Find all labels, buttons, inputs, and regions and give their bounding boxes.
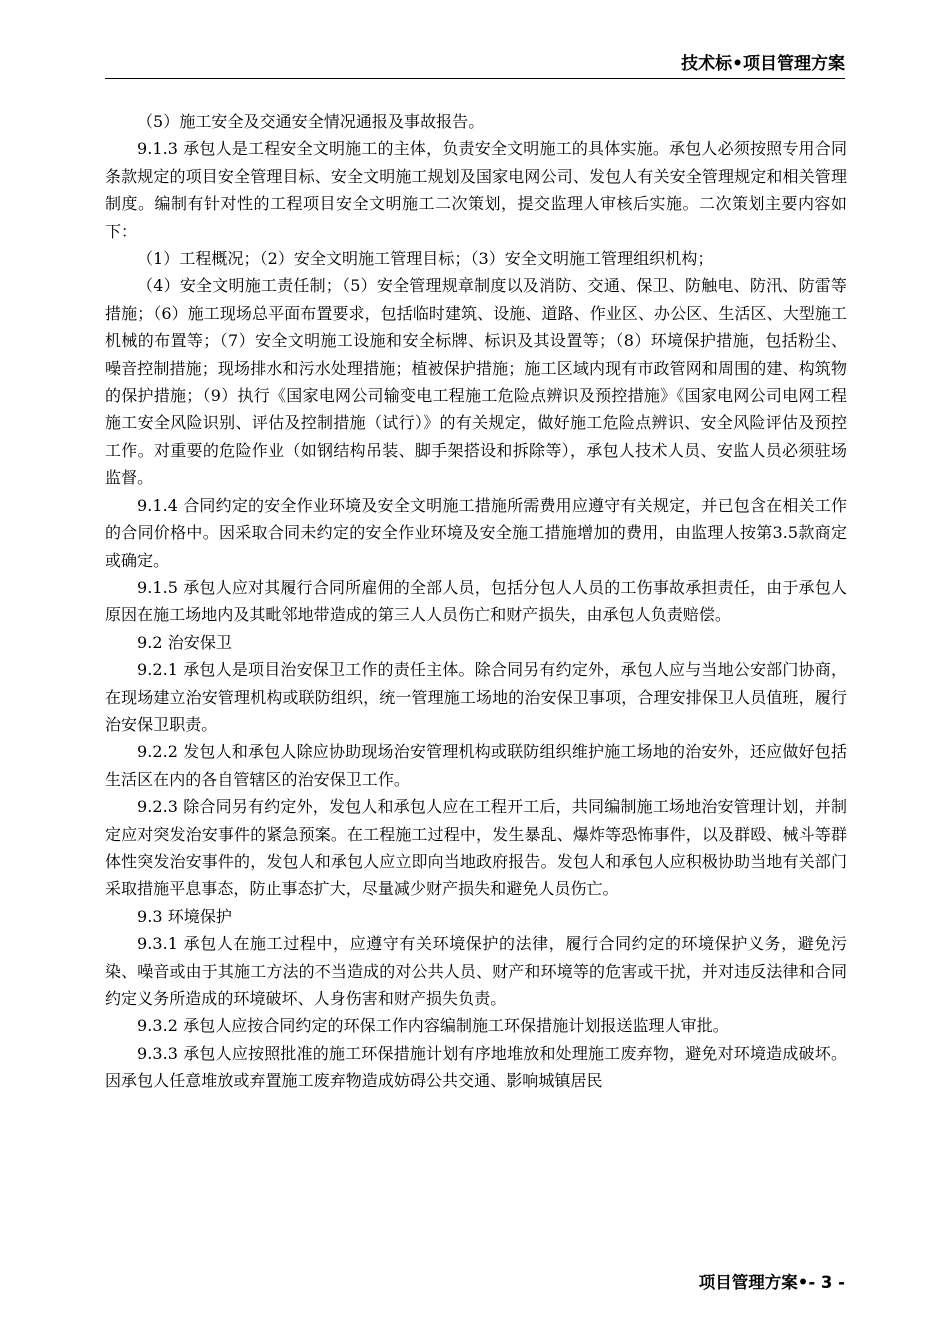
section-heading: 9.2 治安保卫	[137, 632, 232, 652]
paragraph: 9.1.5 承包人应对其履行合同所雇佣的全部人员，包括分包人人员的工伤事故承担责任，由于承包人原因在施工场地内及其毗邻地带造成的第三人人员伤亡和财产损失，由承包人负责赔偿。	[105, 577, 847, 625]
paragraph: 9.3.2 承包人应按合同约定的环保工作内容编制施工环保措施计划报送监理人审批。	[137, 1016, 729, 1036]
paragraph: 9.3.1 承包人在施工过程中，应遵守有关环境保护的法律，履行合同约定的环境保护义务，避免污染、噪音或由于其施工方法的不当造成的对公共人员、财产和环境等的危害或干扰，并对违反法律和合同约定义务所造成的环境破坏、人身伤害和财产损失负责。	[105, 934, 847, 1008]
paragraph: （1）工程概况；（2）安全文明施工管理目标；（3）安全文明施工管理组织机构；	[137, 249, 714, 269]
header-title: 技术标•项目管理方案	[681, 54, 845, 74]
paragraph: （5）施工安全及交通安全情况通报及事故报告。	[137, 112, 485, 131]
paragraph: 9.1.4 合同约定的安全作业环境及安全文明施工措施所需费用应遵守有关规定，并已包含在相关工作的合同价格中。因采取合同未约定的安全作业环境及安全施工措施增加的费用，由监理人按第3.5款商定或确定。	[105, 495, 847, 570]
paragraph: 9.1.3 承包人是工程安全文明施工的主体，负责安全文明施工的具体实施。承包人必须按照专用合同条款规定的项目安全管理目标、安全文明施工规划及国家电网公司、发包人有关安全管理规定和相关管理制度。编制有针对性的工程项目安全文明施工二次策划，提交监理人审核后实施。二次策划主要内容如下：	[105, 139, 847, 241]
document-body	[105, 108, 847, 1095]
page-header	[105, 52, 845, 79]
section-heading: 9.3 环境保护	[137, 906, 232, 926]
page-footer: 项目管理方案•- 3 -	[698, 1273, 845, 1292]
paragraph: 9.3.3 承包人应按照批准的施工环保措施计划有序地堆放和处理施工废弃物，避免对环境造成破坏。因承包人任意堆放或弃置施工废弃物造成妨碍公共交通、影响城镇居民	[105, 1043, 847, 1091]
paragraph: 9.2.1 承包人是项目治安保卫工作的责任主体。除合同另有约定外，承包人应与当地公安部门协商，在现场建立治安管理机构或联防组织，统一管理施工场地的治安保卫事项，合理安排保卫人员值班，履行治安保卫职责。	[105, 660, 847, 734]
paragraph: 9.2.3 除合同另有约定外，发包人和承包人应在工程开工后，共同编制施工场地治安管理计划，并制定应对突发治安事件的紧急预案。在工程施工过程中，发生暴乱、爆炸等恐怖事件，以及群殴、械斗等群体性突发治安事件的，发包人和承包人应立即向当地政府报告。发包人和承包人应积极协助当地有关部门采取措施平息事态，防止事态扩大，尽量减少财产损失和避免人员伤亡。	[105, 797, 847, 899]
paragraph: （4）安全文明施工责任制；（5）安全管理规章制度以及消防、交通、保卫、防触电、防汛、防雷等措施；（6）施工现场总平面布置要求，包括临时建筑、设施、道路、作业区、办公区、生活区、大型施工机械的布置等；（7）安全文明施工设施和安全标牌、标识及其设置等；（8）环境保护措施，包括粉尘、噪音控制措施；现场排水和污水处理措施；植被保护措施；施工区域内现有市政管网和周围的建、构筑物的保护措施；（9）执行《国家电网公司输变电工程施工危险点辨识及预控措施》《国家电网公司电网工程施工安全风险识别、评估及控制措施（试行）》的有关规定，做好施工危险点辨识、安全风险评估及预控工作。对重要的危险作业（如钢结构吊装、脚手架搭设和拆除等），承包人技术人员、安监人员必须驻场监督。	[105, 276, 847, 488]
paragraph: 9.2.2 发包人和承包人除应协助现场治安管理机构或联防组织维护施工场地的治安外，还应做好包括生活区在内的各自管辖区的治安保卫工作。	[105, 742, 847, 789]
